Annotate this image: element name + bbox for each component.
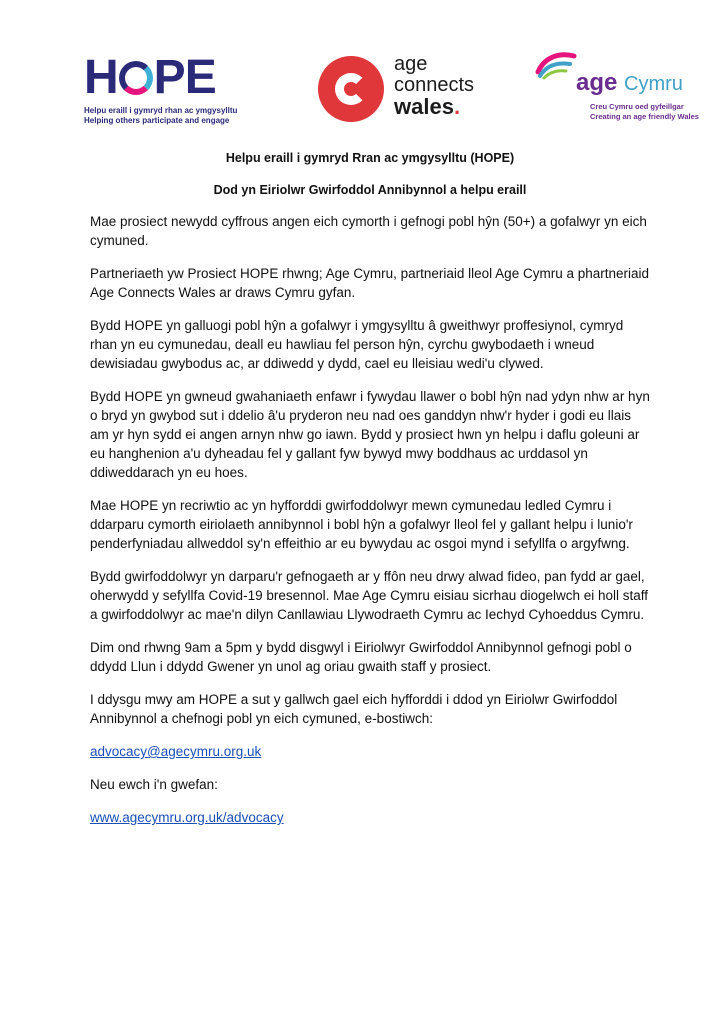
paragraph-enable: Bydd HOPE yn galluogi pobl hŷn a gofalwyr i ymgysylltu â gweithwyr proffesiynol, cymryd rhan yn eu cymunedau, deall eu hawliau fel person hŷn, cyrchu gwybodaeth i wneud dewisiadau gwybodus ac, ar ddiwedd y dydd, cael eu lleisiau wedi'u clywed. (90, 318, 624, 371)
document-body (90, 148, 650, 841)
hope-logo-tagline-cy: Helpu eraill i gymryd rhan ac ymgysylltu (84, 106, 238, 115)
hope-logo-wordmark (84, 51, 254, 104)
acw-dot: . (453, 94, 461, 119)
age-connects-wales-wordmark (394, 54, 514, 117)
age-connects-wales-mark-icon (318, 56, 384, 122)
paragraph-learn-more: I ddysgu mwy am HOPE a sut y gallwch gael eich hyfforddi i ddod yn Eiriolwr Gwirfoddol Annibynnol a chefnogi pobl yn eich cymuned, e-bostiwch: (90, 692, 618, 726)
website-intro: Neu ewch i'n gwefan: (90, 777, 218, 792)
age-cymru-tagline-en: Creating an age friendly Wales (590, 112, 699, 121)
age-cymru-tagline-cy: Creu Cymru oed gyfeillgar (590, 102, 684, 111)
website-link[interactable]: www.agecymru.org.uk/advocacy (90, 810, 284, 825)
hope-logo (84, 51, 254, 126)
age-cymru-wordmark (576, 70, 683, 97)
hope-logo-tagline-en: Helping others participate and engage (84, 116, 230, 125)
acw-line-wales: wales (394, 94, 454, 119)
age-cymru-swoosh-icon (534, 50, 578, 80)
age-cymru-tagline (590, 102, 699, 122)
hope-logo-o-icon (119, 61, 153, 95)
paragraph-hours: Dim ond rhwng 9am a 5pm y bydd disgwyl i Eiriolwyr Gwirfoddol Annibynnol gefnogi pobl o ddydd Llun i ddydd Gwener yn unol ag oriau gwaith staff y prosiect. (90, 640, 632, 674)
age-cymru-word-age: age (576, 69, 618, 96)
paragraph-difference: Bydd HOPE yn gwneud gwahaniaeth enfawr i fywydau llawer o bobl hŷn nad ydyn nhw ar hyn o bryd yn gwybod sut i ddelio â'u pryderon neu nad oes ganddyn nhw'r hyder i godi eu llais am yr hyn sydd ei angen arnyn nhw go iawn. Bydd y prosiect hwn yn helpu i daflu goleuni ar eu hanghenion a'u dyheadau fel y gallant fyw bywyd mwy boddhaus ac urddasol yn ddiweddarach yn eu hoes. (90, 389, 650, 480)
hope-logo-letter-h: H (84, 51, 118, 104)
paragraph-covid: Bydd gwirfoddolwyr yn darparu'r gefnogaeth ar y ffôn neu drwy alwad fideo, pan fydd ar gael, oherwydd y sefyllfa Covid-19 bresennol. Mae Age Cymru eisiau sicrhau diogelwch ei holl staff a gwirfoddolwyr ac mae'n dilyn Canllawiau Llywodraeth Cymru ac Iechyd Cyhoeddus Cymru. (90, 569, 649, 622)
acw-line-age: age (394, 53, 428, 75)
paragraph-partnership: Partneriaeth yw Prosiect HOPE rhwng; Age Cymru, partneriaid lleol Age Cymru a phartneriaid Age Connects Wales ar draws Cymru gyfan. (90, 266, 650, 300)
age-cymru-word-cymru: Cymru (624, 73, 683, 95)
hope-logo-letters-pe: PE (153, 51, 216, 104)
document-title: Helpu eraill i gymryd Rran ac ymgysylltu (HOPE) (225, 151, 515, 165)
paragraph-intro: Mae prosiect newydd cyffrous angen eich cymorth i gefnogi pobl hŷn (50+) a gofalwyr yn eich cymuned. (90, 214, 647, 248)
paragraph-recruiting: Mae HOPE yn recriwtio ac yn hyfforddi gwirfoddolwyr mewn cymunedau ledled Cymru i ddarparu cymorth eiriolaeth annibynnol i bobl hŷn a gofalwyr lleol fel y gallant helpu i lunio'r penderfyniadau allweddol sy'n effeithio ar eu bywydau ac osgoi mynd i sefyllfa o argyfwng. (90, 498, 633, 551)
document-subtitle: Dod yn Eiriolwr Gwirfoddol Annibynnol a helpu eraill (213, 183, 527, 197)
acw-line-connects: connects (394, 74, 475, 96)
logo-row (0, 40, 728, 140)
email-link[interactable]: advocacy@agecymru.org.uk (90, 744, 262, 759)
